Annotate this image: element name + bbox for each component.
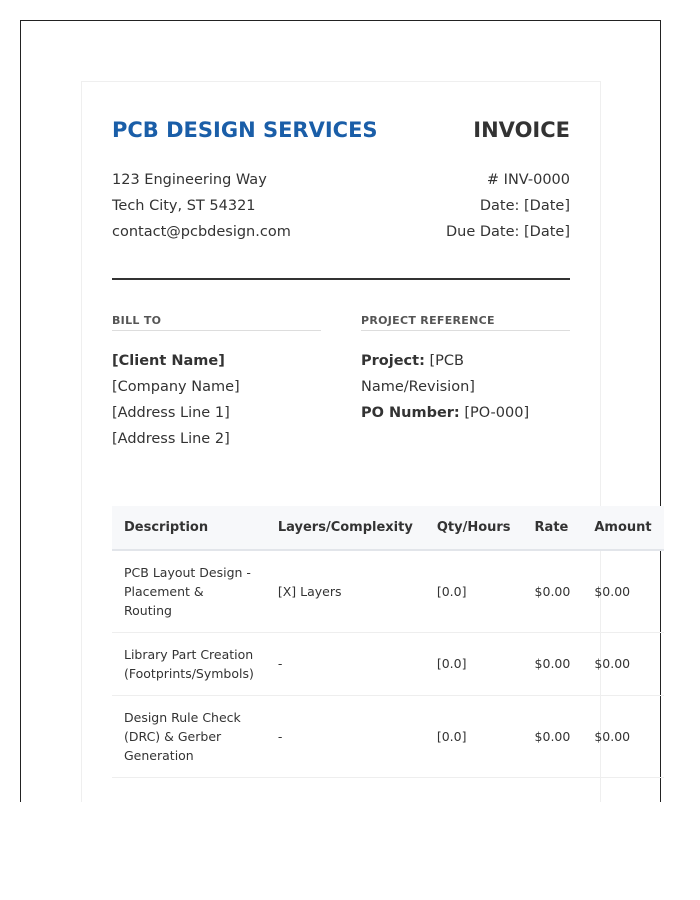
project-line-cont bbox=[361, 374, 529, 400]
client-address-line-1: [Address Line 1] bbox=[112, 405, 230, 421]
address-line-1: 123 Engineering Way bbox=[112, 172, 267, 188]
invoice-number: # INV-0000 bbox=[486, 172, 570, 188]
row-qty: [0.0] bbox=[425, 550, 523, 632]
row-qty: [0.0] bbox=[425, 632, 523, 695]
po-value: [PO-000] bbox=[464, 405, 530, 421]
header-divider bbox=[112, 278, 570, 280]
col-description: Description bbox=[112, 506, 266, 550]
table-row bbox=[112, 632, 664, 695]
invoice-title: INVOICE bbox=[473, 118, 570, 142]
bill-to-details bbox=[112, 348, 240, 452]
col-amount: Amount bbox=[582, 506, 663, 550]
page-cutoff bbox=[0, 802, 700, 900]
col-complexity: Layers/Complexity bbox=[266, 506, 425, 550]
client-address-line-2: [Address Line 2] bbox=[112, 431, 230, 447]
project-value-1: [PCB bbox=[429, 353, 464, 369]
row-rate: $0.00 bbox=[523, 632, 583, 695]
row-amount: $0.00 bbox=[582, 695, 663, 777]
client-name: [Client Name] bbox=[112, 353, 225, 369]
row-complexity: - bbox=[266, 632, 425, 695]
col-qty: Qty/Hours bbox=[425, 506, 523, 550]
row-complexity: - bbox=[266, 695, 425, 777]
invoice-due-date: Due Date: [Date] bbox=[445, 224, 570, 240]
po-line bbox=[361, 400, 529, 426]
company-email: contact@pcbdesign.com bbox=[112, 224, 291, 240]
invoice-date: Date: [Date] bbox=[479, 198, 570, 214]
project-value-2: Name/Revision] bbox=[361, 379, 475, 395]
row-description: Library Part Creation (Footprints/Symbols) bbox=[112, 632, 266, 695]
project-reference-heading: PROJECT REFERENCE bbox=[361, 314, 570, 331]
po-label: PO Number: bbox=[361, 405, 460, 421]
project-label: Project: bbox=[361, 353, 425, 369]
line-items-table bbox=[112, 506, 664, 778]
table-row bbox=[112, 695, 664, 777]
row-complexity: [X] Layers bbox=[266, 550, 425, 632]
row-description: Design Rule Check (DRC) & Gerber Generation bbox=[112, 695, 266, 777]
invoice-meta bbox=[446, 167, 570, 245]
row-qty: [0.0] bbox=[425, 695, 523, 777]
row-rate: $0.00 bbox=[523, 695, 583, 777]
project-line bbox=[361, 348, 529, 374]
table-header-row bbox=[112, 506, 664, 550]
row-amount: $0.00 bbox=[582, 632, 663, 695]
row-rate: $0.00 bbox=[523, 550, 583, 632]
row-description: PCB Layout Design - Placement & Routing bbox=[112, 550, 266, 632]
address-line-2: Tech City, ST 54321 bbox=[112, 198, 256, 214]
bill-to-heading: BILL TO bbox=[112, 314, 321, 331]
company-name: PCB DESIGN SERVICES bbox=[112, 118, 378, 142]
table-row bbox=[112, 550, 664, 632]
col-rate: Rate bbox=[523, 506, 583, 550]
company-address bbox=[112, 167, 291, 245]
client-company: [Company Name] bbox=[112, 379, 240, 395]
project-details bbox=[361, 348, 529, 426]
row-amount: $0.00 bbox=[582, 550, 663, 632]
